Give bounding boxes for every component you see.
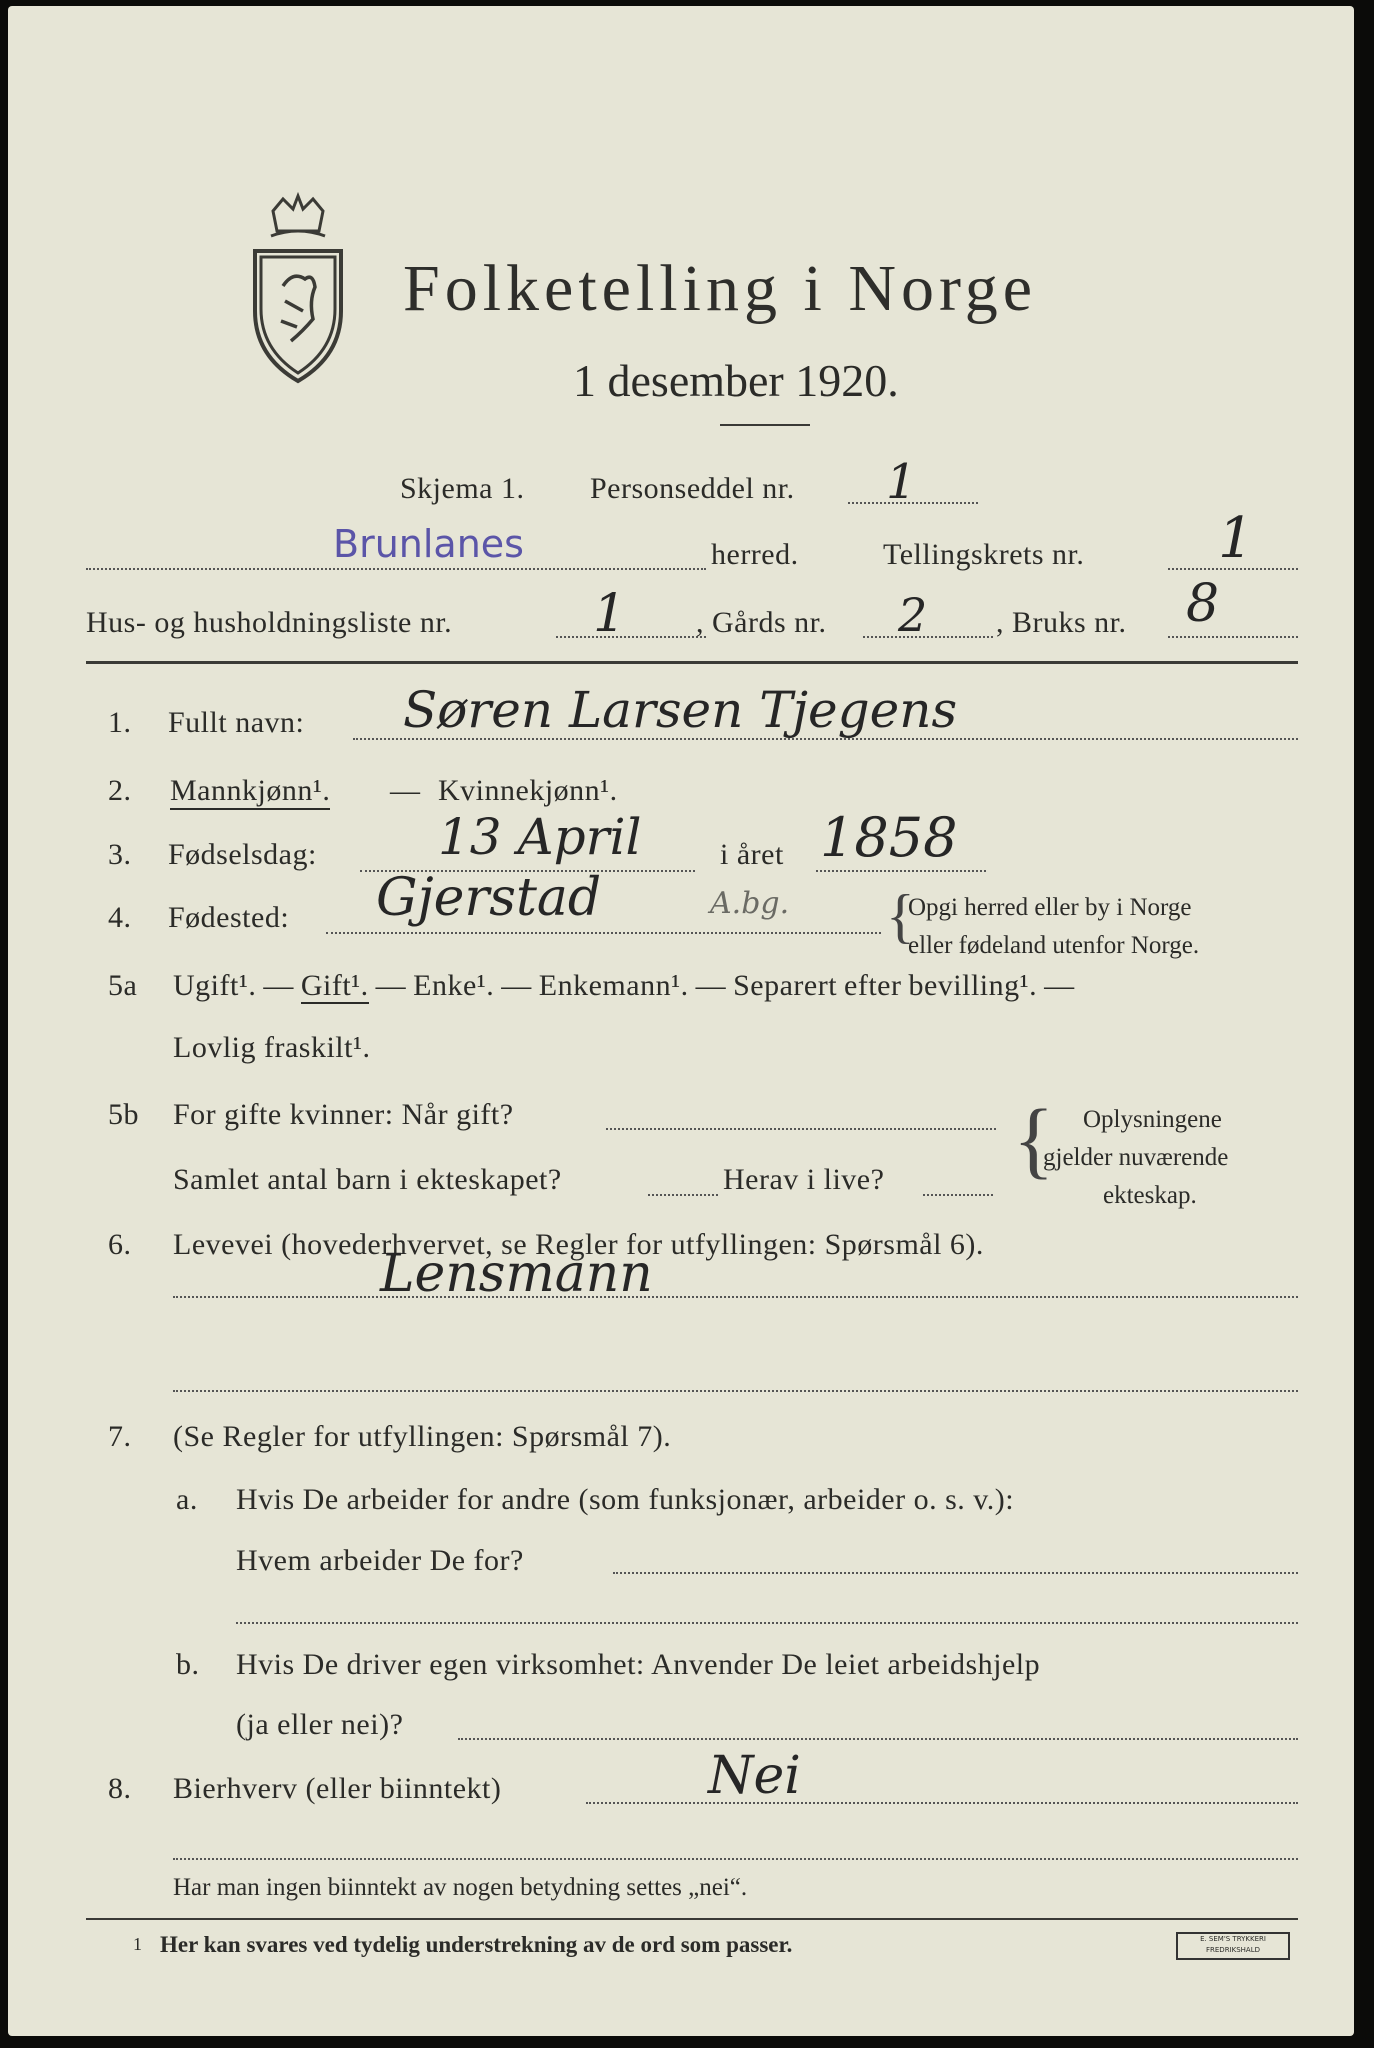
q8-line2 xyxy=(173,1858,1298,1860)
q6-occupation[interactable]: Lensmann xyxy=(380,1244,653,1304)
q7-number: 7. xyxy=(108,1420,132,1453)
q4-note-line1: Opgi herred eller by i Norge xyxy=(908,894,1192,921)
q5a-gift: Gift¹. xyxy=(300,969,369,1002)
footnote-mark: 1 xyxy=(133,1934,142,1954)
q5b-barn-line xyxy=(648,1194,718,1196)
q3-year-label: i året xyxy=(720,838,784,871)
q5b-line1: For gifte kvinner: Når gift? xyxy=(173,1098,514,1131)
q4-line xyxy=(326,932,881,934)
printer-mark: E. SEM'S TRYKKERI FREDRIKSHALD xyxy=(1176,1932,1290,1960)
bruks-label: , Bruks nr. xyxy=(996,606,1127,639)
q7b-answer-line xyxy=(458,1738,1298,1740)
gards-label: , Gårds nr. xyxy=(696,606,827,639)
husliste-line xyxy=(556,636,706,638)
q3-birthday[interactable]: 13 April xyxy=(438,808,642,866)
q5b-ilive-label: Herav i live? xyxy=(723,1163,885,1196)
herred-label: herred. xyxy=(711,538,799,571)
q5a-number: 5a xyxy=(108,969,138,1002)
q2-separator: — xyxy=(390,774,421,807)
form-date: 1 desember 1920. xyxy=(573,355,899,406)
q6-line1 xyxy=(173,1296,1298,1298)
q5b-note-bracket: { xyxy=(1013,1091,1055,1187)
q1-number: 1. xyxy=(108,706,132,739)
q7a-extra-line xyxy=(236,1622,1298,1624)
q4-birthplace-note: A.bg. xyxy=(710,886,790,921)
q3-year-line xyxy=(816,870,986,872)
q5a-fraskilt: Lovlig fraskilt¹. xyxy=(173,1031,371,1064)
q5a-ugift: Ugift¹. — xyxy=(173,969,301,1002)
norwegian-coat-of-arms-icon xyxy=(243,191,353,386)
q8-side-income[interactable]: Nei xyxy=(708,1746,801,1806)
title-divider xyxy=(720,424,810,426)
q5a-other: — Enke¹. — Enkemann¹. — Separert efter bevilling¹. — xyxy=(368,969,1075,1002)
q5b-number: 5b xyxy=(108,1098,139,1131)
personseddel-label: Personseddel nr. xyxy=(590,472,795,505)
q7b-line2: (ja eller nei)? xyxy=(236,1708,404,1741)
q8-label: Bierhverv (eller biinntekt) xyxy=(173,1772,502,1805)
q2-male: Mannkjønn¹. xyxy=(170,774,330,810)
q6-label: Levevei (hovederhvervet, se Regler for utfyllingen: Spørsmål 6). xyxy=(173,1228,984,1261)
q6-number: 6. xyxy=(108,1228,132,1261)
header-divider xyxy=(86,661,1298,664)
q1-full-name[interactable]: Søren Larsen Tjegens xyxy=(403,681,958,739)
q3-year[interactable]: 1858 xyxy=(820,806,958,869)
q4-number: 4. xyxy=(108,901,132,934)
q5b-barn-label: Samlet antal barn i ekteskapet? xyxy=(173,1163,562,1196)
tellingskrets-label: Tellingskrets nr. xyxy=(883,538,1085,571)
q4-note-line2: eller fødeland utenfor Norge. xyxy=(908,932,1200,959)
q4-label: Fødested: xyxy=(168,901,290,934)
q1-label: Fullt navn: xyxy=(168,706,305,739)
q3-number: 3. xyxy=(108,838,132,871)
q5b-note-line3: ekteskap. xyxy=(1103,1182,1197,1209)
footer-divider xyxy=(86,1918,1298,1920)
q4-note-bracket: { xyxy=(886,883,915,949)
q7a-letter: a. xyxy=(176,1483,198,1516)
q8-line xyxy=(586,1802,1298,1804)
q7a-line1: Hvis De arbeider for andre (som funksjonær, arbeider o. s. v.): xyxy=(236,1483,1015,1516)
bruks-value[interactable]: 8 xyxy=(1186,574,1220,634)
q4-birthplace[interactable]: Gjerstad xyxy=(376,868,602,928)
footnote-text: Her kan svares ved tydelig understrekning av de ord som passer. xyxy=(160,1932,793,1957)
q5b-note-line1: Oplysningene xyxy=(1083,1106,1222,1133)
q7a-answer-line xyxy=(613,1572,1298,1574)
q5b-ilive-line xyxy=(923,1194,993,1196)
personseddel-value[interactable]: 1 xyxy=(886,454,917,510)
gards-line xyxy=(863,636,993,638)
census-form xyxy=(8,6,1354,2036)
gards-value[interactable]: 2 xyxy=(898,588,928,642)
q2-female: Kvinnekjønn¹. xyxy=(438,774,618,807)
q2-number: 2. xyxy=(108,774,132,807)
q7-label: (Se Regler for utfyllingen: Spørsmål 7). xyxy=(173,1420,672,1453)
herred-stamp: Brunlanes xyxy=(333,522,524,566)
q6-line2 xyxy=(173,1390,1298,1392)
tellingskrets-value[interactable]: 1 xyxy=(1218,506,1254,571)
q7b-line1: Hvis De driver egen virksomhet: Anvender De leiet arbeidshjelp xyxy=(236,1648,1041,1681)
footer-note: Har man ingen biinntekt av nogen betydning settes „nei“. xyxy=(173,1874,748,1901)
q7b-letter: b. xyxy=(176,1648,200,1681)
form-title: Folketelling i Norge xyxy=(403,252,1038,325)
herred-line xyxy=(86,568,706,570)
q5a-options xyxy=(173,969,1075,1003)
q5b-note-line2: gjelder nuværende xyxy=(1043,1144,1229,1171)
bruks-line xyxy=(1168,636,1298,638)
husliste-label: Hus- og husholdningsliste nr. xyxy=(86,606,453,639)
q3-label: Fødselsdag: xyxy=(168,838,317,871)
q5b-gift-line xyxy=(606,1128,996,1130)
q8-number: 8. xyxy=(108,1772,132,1805)
q7a-line2: Hvem arbeider De for? xyxy=(236,1544,524,1577)
husliste-value[interactable]: 1 xyxy=(593,584,627,644)
skjema-label: Skjema 1. xyxy=(400,472,525,505)
